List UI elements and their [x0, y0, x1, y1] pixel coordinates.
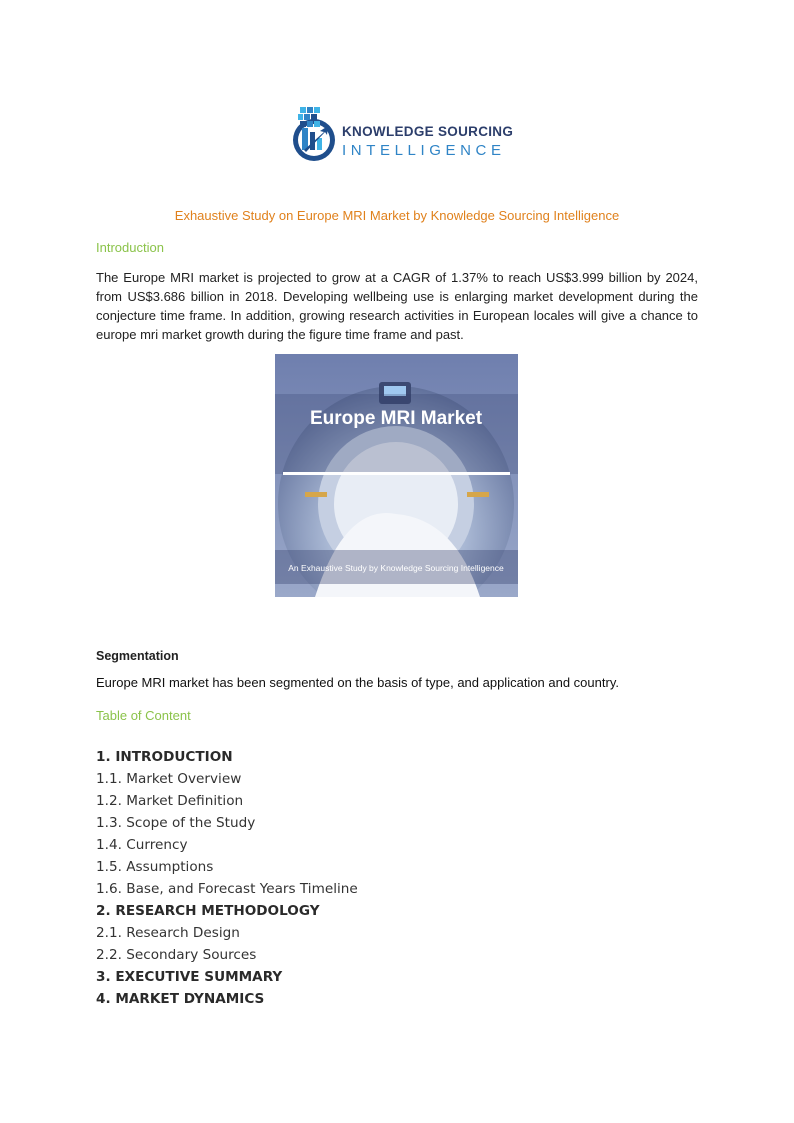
- table-of-contents: [96, 746, 358, 1010]
- company-logo: [290, 104, 514, 164]
- introduction-paragraph: The Europe MRI market is projected to grow at a CAGR of 1.37% to reach US$3.999 billion by 2024, from US$3.686 billion in 2018. Developing wellbeing use is enlarging market development during the conjecture time frame. In addition, growing research activities in European locales will give a chance to europe mri market growth during the figure time frame and past.: [96, 270, 698, 342]
- market-cover-image: [275, 354, 518, 597]
- document-title: Exhaustive Study on Europe MRI Market by Knowledge Sourcing Intelligence: [174, 208, 620, 223]
- toc-subsection: 1.2. Market Definition: [96, 793, 244, 809]
- toc-subsection: 2.2. Secondary Sources: [96, 947, 257, 963]
- mri-scanner-illustration: [275, 354, 518, 597]
- cover-title: Europe MRI Market: [309, 408, 483, 429]
- introduction-heading: Introduction: [96, 240, 164, 255]
- toc-section: 1. INTRODUCTION: [96, 749, 233, 765]
- toc-heading: Table of Content: [96, 708, 191, 723]
- logo-line-2: INTELLIGENCE: [342, 142, 506, 159]
- toc-section: 4. MARKET DYNAMICS: [96, 991, 265, 1007]
- logo-line-1: KNOWLEDGE SOURCING: [342, 124, 514, 139]
- toc-subsection: 1.1. Market Overview: [96, 771, 242, 787]
- toc-subsection: 1.3. Scope of the Study: [96, 815, 256, 831]
- logo-emblem-icon: [290, 104, 340, 164]
- toc-subsection: 1.6. Base, and Forecast Years Timeline: [96, 881, 358, 897]
- segmentation-heading: Segmentation: [96, 649, 179, 663]
- toc-section: 3. EXECUTIVE SUMMARY: [96, 969, 283, 985]
- toc-subsection: 2.1. Research Design: [96, 925, 240, 941]
- toc-section: 2. RESEARCH METHODOLOGY: [96, 903, 320, 919]
- segmentation-paragraph: Europe MRI market has been segmented on the basis of type, and application and country.: [96, 675, 619, 690]
- toc-subsection: 1.4. Currency: [96, 837, 188, 853]
- cover-caption: An Exhaustive Study by Knowledge Sourcing Intelligence: [288, 563, 504, 573]
- toc-subsection: 1.5. Assumptions: [96, 859, 214, 875]
